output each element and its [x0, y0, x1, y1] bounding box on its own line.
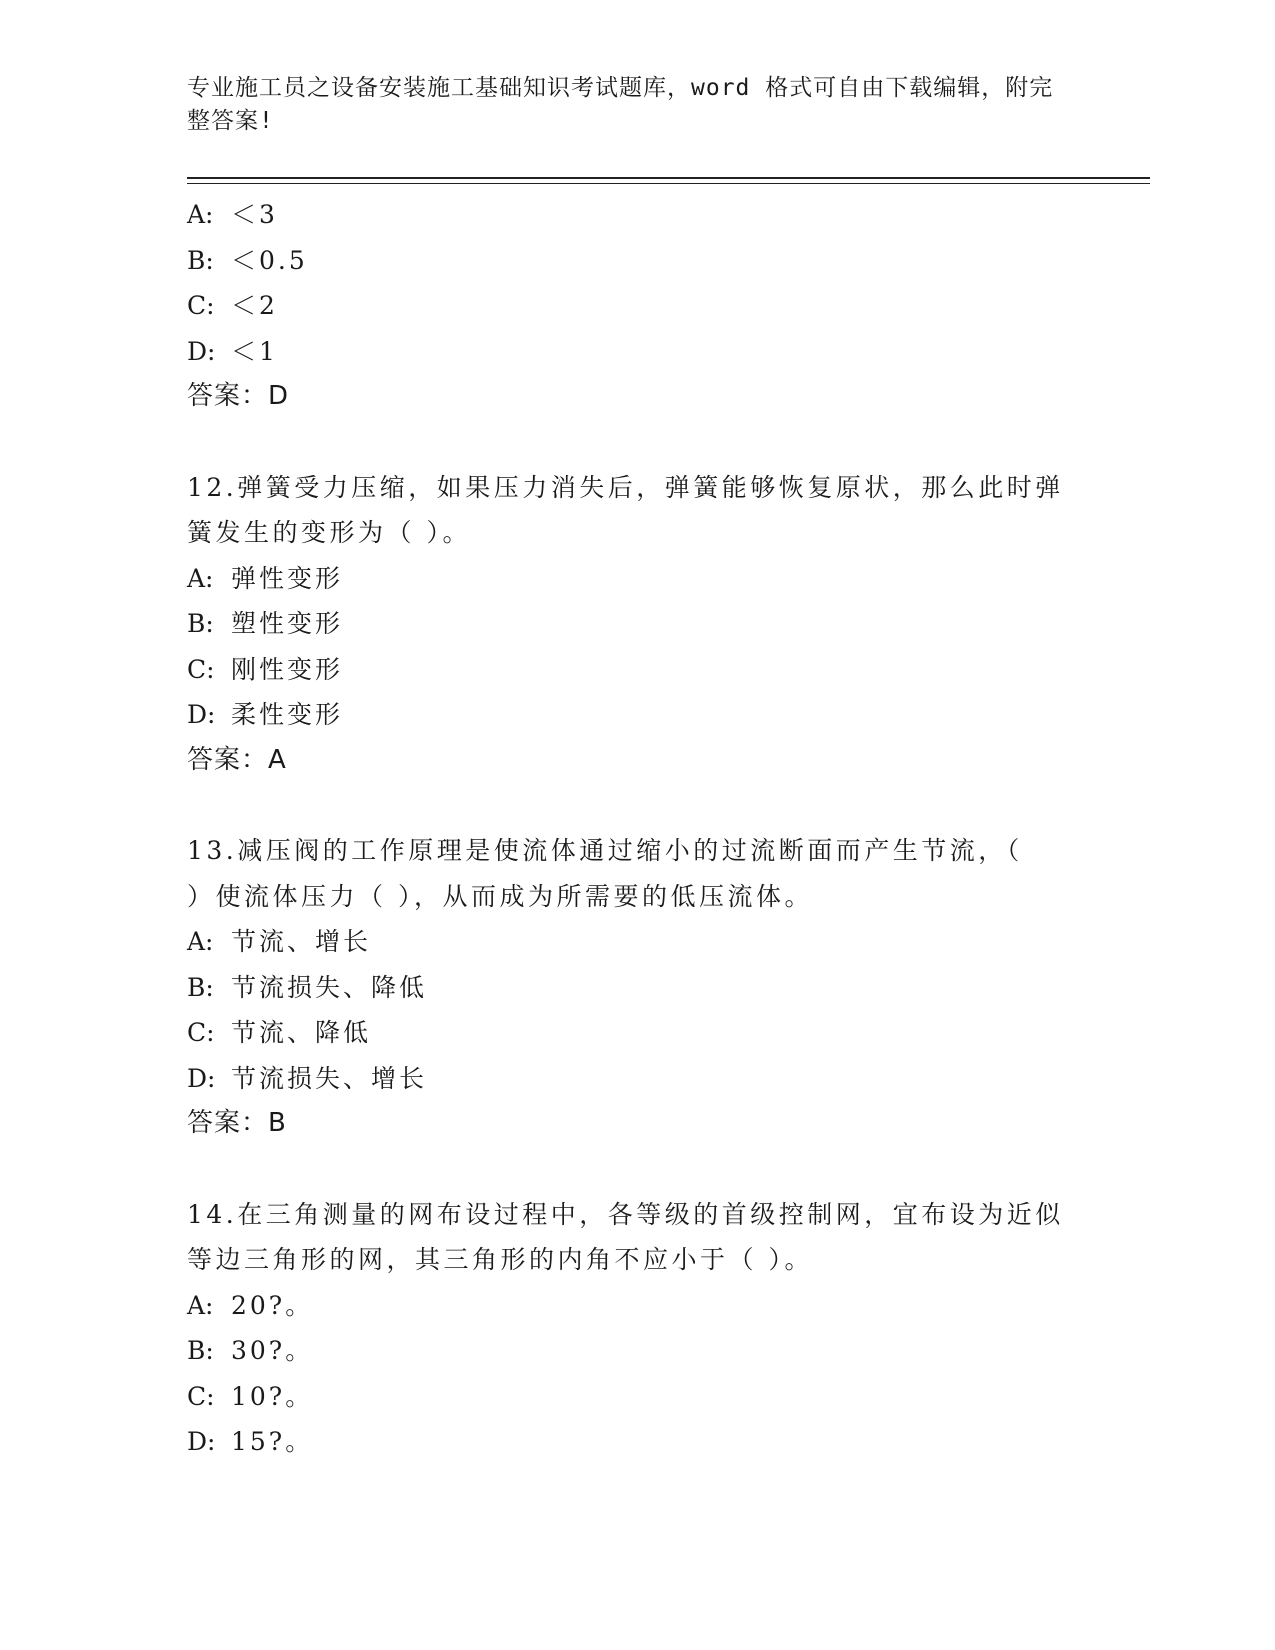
option-text: 30?。: [231, 1336, 314, 1365]
option-text: ＜0.5: [231, 245, 308, 275]
option-d: [187, 1419, 1087, 1465]
option-b: [187, 965, 1087, 1011]
answer-line: 答案：A: [187, 744, 287, 775]
option-b: [187, 601, 1087, 647]
option-letter: D:: [187, 700, 216, 729]
option-letter: A:: [187, 927, 214, 956]
question-stem-line-1: 13.减压阀的工作原理是使流体通过缩小的过流断面而产生节流，（: [187, 836, 1023, 865]
answer-line: 答案：D: [187, 381, 290, 411]
option-b: [187, 1328, 1087, 1374]
option-b: [187, 238, 1087, 284]
option-c: [187, 283, 1087, 329]
option-a: [187, 919, 1087, 965]
header-divider-thin: [187, 183, 1150, 184]
header-divider: [187, 177, 1150, 179]
answer-line: 答案：B: [187, 1108, 287, 1138]
option-letter: C:: [187, 654, 215, 684]
option-text: 节流、增长: [231, 927, 372, 956]
option-text: 节流损失、增长: [231, 1063, 428, 1093]
option-text: 柔性变形: [231, 700, 344, 729]
option-letter: A:: [187, 563, 214, 593]
question-stem-line-1: 12.弹簧受力压缩，如果压力消失后，弹簧能够恢复原状，那么此时弹: [187, 472, 1064, 502]
option-letter: C:: [187, 1381, 215, 1411]
option-a: [187, 192, 1087, 238]
option-letter: D:: [187, 1063, 216, 1093]
option-a: [187, 1283, 1087, 1329]
question-stem-line-2: 等边三角形的网，其三角形的内角不应小于（ ）。: [187, 1245, 813, 1274]
question-stem-line-2: 簧发生的变形为（ ）。: [187, 518, 471, 547]
option-c: [187, 1010, 1087, 1056]
question-11: [187, 192, 1087, 420]
question-stem-line-2: ）使流体压力（ ），从而成为所需要的低压流体。: [187, 881, 813, 911]
option-letter: D:: [187, 1427, 216, 1456]
option-text: ＜2: [231, 291, 278, 320]
option-text: 20?。: [231, 1290, 314, 1320]
option-text: 15?。: [231, 1427, 314, 1456]
document-header: [187, 72, 1067, 138]
option-letter: C:: [187, 291, 215, 320]
question-stem: [187, 1192, 1067, 1283]
option-letter: B:: [187, 1336, 214, 1365]
option-a: [187, 556, 1087, 602]
option-text: 节流、降低: [231, 1018, 372, 1047]
questions-content: [187, 192, 1087, 1465]
question-stem: [187, 828, 1067, 919]
option-letter: D:: [187, 336, 216, 366]
option-text: ＜3: [231, 200, 278, 229]
option-letter: A:: [187, 1290, 214, 1320]
option-text: 节流损失、降低: [231, 972, 428, 1002]
option-d: [187, 692, 1087, 738]
option-letter: A:: [187, 200, 214, 229]
question-13: [187, 828, 1087, 1147]
option-d: [187, 1056, 1087, 1102]
header-line-2: 整答案!: [187, 108, 274, 134]
option-text: ＜1: [231, 336, 278, 366]
option-text: 10?。: [231, 1381, 314, 1411]
option-letter: B:: [187, 245, 214, 275]
option-letter: B:: [187, 609, 214, 638]
option-letter: B:: [187, 972, 214, 1002]
question-stem: [187, 465, 1067, 556]
option-letter: C:: [187, 1018, 215, 1047]
question-stem-line-1: 14.在三角测量的网布设过程中，各等级的首级控制网，宜布设为近似: [187, 1199, 1064, 1229]
option-c: [187, 1374, 1087, 1420]
option-c: [187, 647, 1087, 693]
option-text: 弹性变形: [231, 563, 344, 593]
option-text: 塑性变形: [231, 609, 344, 638]
header-line-1: 专业施工员之设备安装施工基础知识考试题库，word 格式可自由下载编辑，附完: [187, 75, 1054, 101]
option-text: 刚性变形: [231, 654, 344, 684]
option-d: [187, 329, 1087, 375]
question-12: [187, 465, 1087, 784]
question-14: [187, 1192, 1087, 1465]
